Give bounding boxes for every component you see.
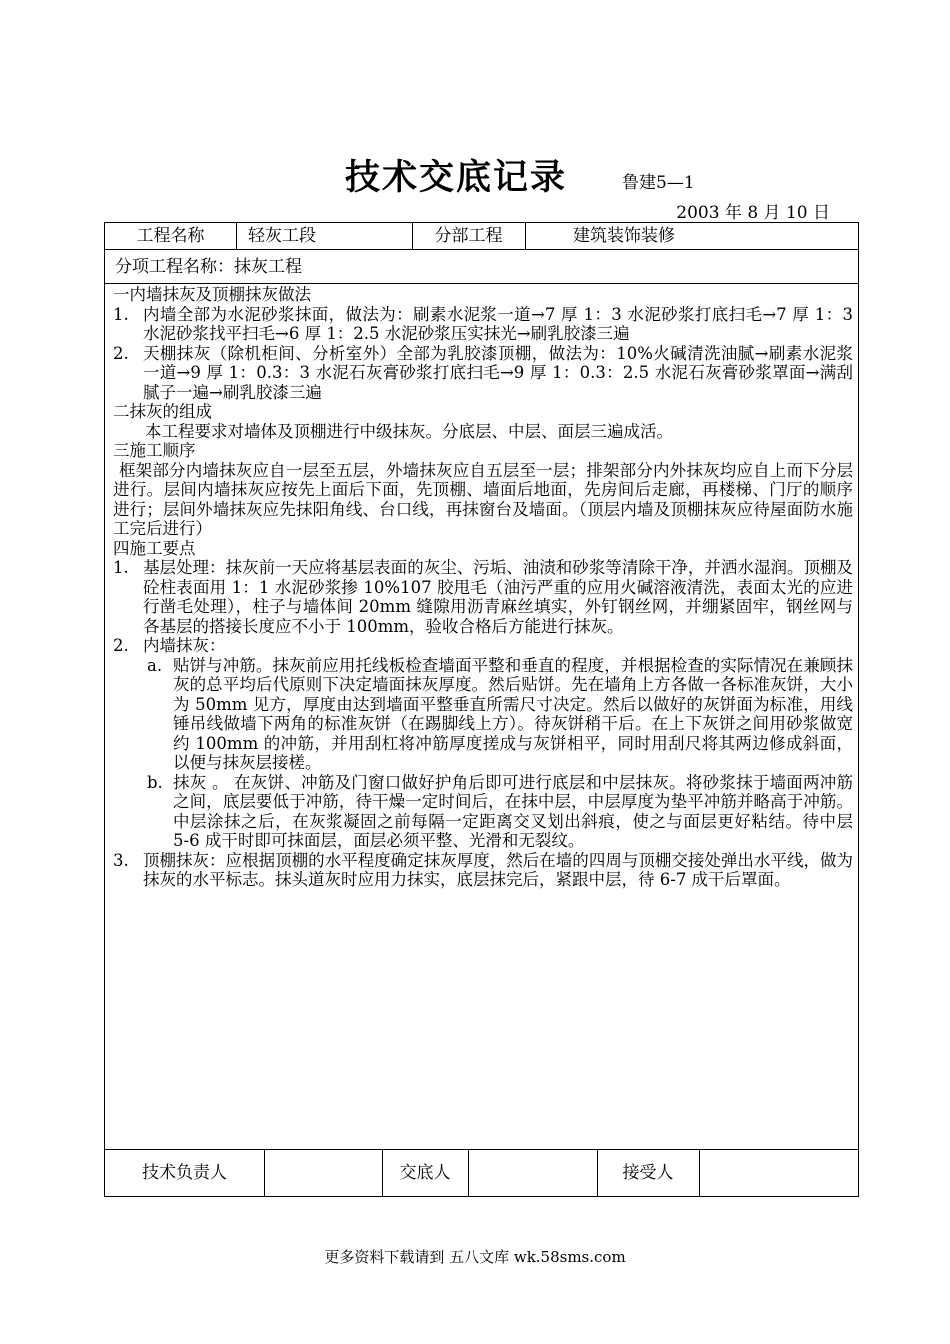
section-2-title: 二抹灰的组成 xyxy=(113,402,212,421)
title-area xyxy=(0,150,950,200)
tech-lead-label: 技术负责人 xyxy=(142,1163,227,1183)
subitem-name: 分项工程名称：抹灰工程 xyxy=(105,250,858,284)
item-text: 顶棚抹灰：应根据顶棚的水平程度确定抹灰厚度，然后在墙的四周与顶棚交接处弹出水平线，做为抹灰的水平标志。抹头道灰时应用力抹实，底层抹完后，紧跟中层，待 6-7 成干后罩面。 xyxy=(143,850,853,889)
sub-item xyxy=(113,656,853,773)
list-item xyxy=(113,558,853,636)
header-row xyxy=(105,223,858,250)
receiver-label: 接受人 xyxy=(622,1163,674,1183)
item-text: 内墙全部为水泥砂浆抹面，做法为：刷素水泥浆一道→7 厚 1：3 水泥砂浆打底扫毛→7 厚 1：3 水泥砂浆找平扫毛→6 厚 1：2.5 水泥砂浆压实抹光→刷乳胶漆三遍 xyxy=(143,304,853,343)
divider xyxy=(264,1150,265,1197)
sub-item-letter: b. xyxy=(147,772,163,792)
sub-item-letter: a. xyxy=(147,655,163,675)
section-2-paragraph: 本工程要求对墙体及顶棚进行中级抹灰。分底层、中层、面层三遍成活。 xyxy=(145,421,673,441)
sub-item xyxy=(113,773,853,851)
division-value: 建筑装饰装修 xyxy=(573,226,675,246)
document-title: 技术交底记录 xyxy=(345,157,568,198)
briefer-label: 交底人 xyxy=(399,1163,451,1183)
form-code: 鲁建5—1 xyxy=(622,173,695,193)
section-3-title: 三施工顺序 xyxy=(113,441,196,460)
divider xyxy=(468,1150,469,1197)
item-text: 内墙抹灰： xyxy=(143,636,226,655)
signature-row xyxy=(105,1149,858,1198)
project-name-value: 轻灰工段 xyxy=(248,226,316,246)
item-number: 3. xyxy=(113,850,129,870)
item-number: 1. xyxy=(113,304,129,324)
item-text: 天棚抹灰（除机柜间、分析室外）全部为乳胶漆顶棚，做法为：10%火碱清洗油腻→刷素水泥浆一道→9 厚 1：0.3：3 水泥石灰膏砂浆打底扫毛→9 厚 1：0.3：2.5 水泥石灰膏砂浆罩面→满刮腻子一遍→刷乳胶漆三遍 xyxy=(143,343,853,402)
project-name-label: 工程名称 xyxy=(136,226,205,246)
divider xyxy=(699,1150,700,1197)
section-4-title: 四施工要点 xyxy=(113,538,196,558)
division-label: 分部工程 xyxy=(434,226,503,246)
item-text: 基层处理：抹灰前一天应将基层表面的灰尘、污垢、油渍和砂浆等清除干净，并洒水湿润。顶棚及砼柱表面用 1：1 水泥砂浆掺 10%107 胶甩毛（油污严重的应用火碱溶液清洗，表面太光的应进行凿毛处理），柱子与墙体间 20mm 缝隙用沥青麻丝填实，外钉钢丝网，并绷紧固牢，钢丝网与各基层的搭接长度应不小于 100mm，验收合格后方能进行抹灰。 xyxy=(143,558,853,636)
record-table xyxy=(104,222,859,1197)
sub-item-text: 抹灰 。 在灰饼、冲筋及门窗口做好护角后即可进行底层和中层抹灰。将砂浆抹于墙面两冲筋之间，底层要低于冲筋，待干燥一定时间后，在抹中层，中层厚度为垫平冲筋并略高于冲筋。中层涂抹之后，在灰浆凝固之前每隔一定距离交叉划出斜痕，使之与面层更好粘结。待中层 5-6 成干时即可抹面层，面层必须平整、光滑和无裂纹。 xyxy=(173,772,853,850)
list-item xyxy=(113,636,853,656)
section-1-title: 一内墙抹灰及顶棚抹灰做法 xyxy=(113,285,311,304)
section-3-paragraph: 框架部分内墙抹灰应自一层至五层，外墙抹灰应自五层至一层；排架部分内外抹灰均应自上而下分层进行。层间内墙抹灰应按先上面后下面，先顶棚、墙面后地面，先房间后走廊，再楼梯、门厅的顺序进行；层间外墙抹灰应先抹阳角线、台口线，再抹窗台及墙面。（顶层内墙及顶棚抹灰应待屋面防水施工完后进行） xyxy=(113,460,853,538)
sub-item-text: 贴饼与冲筋。抹灰前应用托线板检查墙面平整和垂直的程度，并根据检查的实际情况在兼顾抹灰的总平均后代原则下决定墙面抹灰厚度。然后贴饼。先在墙角上方各做一各标准灰饼，大小为 50mm 见方，厚度由达到墙面平整垂直所需尺寸决定。然后以做好的灰饼面为标准，用线锤吊线做墙下两角的标准灰饼（在踢脚线上方）。待灰饼稍干后。在上下灰饼之间用砂浆做宽约 100mm 的冲筋，并用刮杠将冲筋厚度搓成与灰饼相平，同时用刮尺将其两边修成斜面，以便与抹灰层接槎。 xyxy=(173,655,853,772)
briefing-content xyxy=(113,285,853,890)
list-item xyxy=(113,851,853,890)
item-number: 2. xyxy=(113,343,129,363)
item-number: 2. xyxy=(113,636,129,655)
list-item xyxy=(113,305,853,344)
list-item xyxy=(113,344,853,403)
page-footer: 更多资料下载请到 五八文库 wk.58sms.com xyxy=(324,1248,626,1266)
item-number: 1. xyxy=(113,558,129,577)
record-date: 2003 年 8 月 10 日 xyxy=(676,203,830,223)
